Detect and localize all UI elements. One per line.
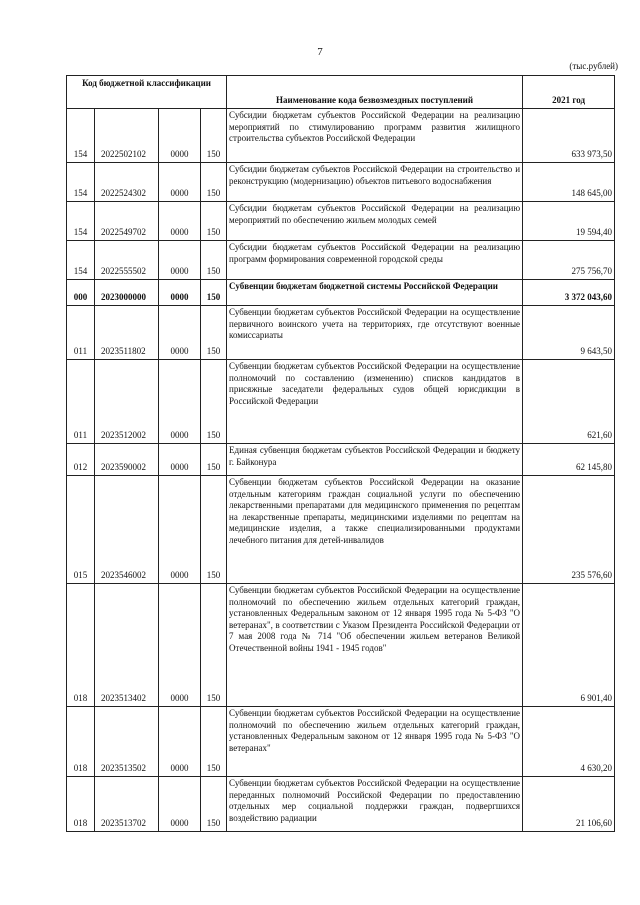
table-row: [67, 777, 615, 832]
budget-table: [66, 75, 615, 832]
table-row: [67, 444, 615, 476]
admin-code-cell: 018: [67, 707, 95, 777]
table-row: [67, 109, 615, 163]
table-row: [67, 360, 615, 444]
revenue-name-cell: Субвенции бюджетам субъектов Российской Федерации на осуществление полномочий по обеспечению жильем отдельных категорий граждан, установленных Федеральным законом от 12 января 1995 года № 5-ФЗ "О ветеранах": [227, 707, 523, 777]
program-code-cell: 0000: [159, 584, 201, 707]
amount-cell: 19 594,40: [523, 202, 615, 241]
classification-code-cell: 2022555502: [95, 241, 159, 280]
revenue-name-cell: Субвенции бюджетам субъектов Российской Федерации на оказание отдельным категориям граждан социальной услуги по обеспечению лекарственными препаратами для медицинского применения по рецептам на лекарственные препараты, медицинскими изделиями по рецептам на медицинские изделия, а также специализированными продуктами лечебного питания для детей-инвалидов: [227, 476, 523, 584]
page-number: 7: [317, 46, 323, 58]
economic-code-cell: 150: [201, 306, 227, 360]
amount-cell: 148 645,00: [523, 163, 615, 202]
economic-code-cell: 150: [201, 777, 227, 832]
admin-code-cell: 018: [67, 584, 95, 707]
admin-code-cell: 018: [67, 777, 95, 832]
revenue-name-cell: Субвенции бюджетам субъектов Российской Федерации на осуществление полномочий по обеспечению жильем отдельных категорий граждан, установленных Федеральным законом от 12 января 1995 года № 5-ФЗ "О ветеранах", в соответствии с Указом Президента Российской Федерации от 7 мая 2008 года № 714 "Об обеспечении жильем ветеранов Великой Отечественной войны 1941 - 1945 годов": [227, 584, 523, 707]
header-name-cell: Наименование кода безвозмездных поступлений: [227, 76, 523, 109]
program-code-cell: 0000: [159, 777, 201, 832]
classification-code-cell: 2022549702: [95, 202, 159, 241]
economic-code-cell: 150: [201, 707, 227, 777]
admin-code-cell: 012: [67, 444, 95, 476]
program-code-cell: 0000: [159, 202, 201, 241]
economic-code-cell: 150: [201, 360, 227, 444]
table-row: [67, 584, 615, 707]
amount-cell: 235 576,60: [523, 476, 615, 584]
economic-code-cell: 150: [201, 584, 227, 707]
program-code-cell: 0000: [159, 109, 201, 163]
economic-code-cell: 150: [201, 163, 227, 202]
economic-code-cell: 150: [201, 476, 227, 584]
program-code-cell: 0000: [159, 163, 201, 202]
economic-code-cell: 150: [201, 241, 227, 280]
revenue-name-cell: Субвенции бюджетам субъектов Российской Федерации на осуществление переданных полномочий Российской Федерации по предоставлению отдельных мер социальной поддержки граждан, подвергшихся воздействию радиации: [227, 777, 523, 832]
classification-code-cell: 2022502102: [95, 109, 159, 163]
admin-code-cell: 011: [67, 306, 95, 360]
program-code-cell: 0000: [159, 241, 201, 280]
economic-code-cell: 150: [201, 109, 227, 163]
header-code-cell: Код бюджетной классификации: [67, 76, 227, 109]
admin-code-cell: 154: [67, 241, 95, 280]
economic-code-cell: 150: [201, 202, 227, 241]
revenue-name-cell: Субвенции бюджетам субъектов Российской Федерации на осуществление первичного воинского учета на территориях, где отсутствуют военные комиссариаты: [227, 306, 523, 360]
amount-cell: 633 973,50: [523, 109, 615, 163]
classification-code-cell: 2023590002: [95, 444, 159, 476]
admin-code-cell: 011: [67, 360, 95, 444]
table-row: [67, 280, 615, 306]
amount-cell: 6 901,40: [523, 584, 615, 707]
program-code-cell: 0000: [159, 306, 201, 360]
revenue-name-cell: Единая субвенция бюджетам субъектов Российской Федерации и бюджету г. Байконура: [227, 444, 523, 476]
revenue-name-cell: Субвенции бюджетам бюджетной системы Российской Федерации: [227, 280, 523, 306]
revenue-name-cell: Субсидии бюджетам субъектов Российской Федерации на реализацию программ формирования современной городской среды: [227, 241, 523, 280]
classification-code-cell: 2023512002: [95, 360, 159, 444]
table-row: [67, 707, 615, 777]
program-code-cell: 0000: [159, 280, 201, 306]
program-code-cell: 0000: [159, 476, 201, 584]
admin-code-cell: 000: [67, 280, 95, 306]
admin-code-cell: 015: [67, 476, 95, 584]
revenue-name-cell: Субсидии бюджетам субъектов Российской Федерации на реализацию мероприятий по обеспечению жильем молодых семей: [227, 202, 523, 241]
amount-cell: 9 643,50: [523, 306, 615, 360]
amount-cell: 3 372 043,60: [523, 280, 615, 306]
revenue-name-cell: Субсидии бюджетам субъектов Российской Федерации на строительство и реконструкцию (модернизацию) объектов питьевого водоснабжения: [227, 163, 523, 202]
amount-cell: 275 756,70: [523, 241, 615, 280]
table-row: [67, 202, 615, 241]
amount-cell: 4 630,20: [523, 707, 615, 777]
economic-code-cell: 150: [201, 280, 227, 306]
table-row: [67, 306, 615, 360]
classification-code-cell: 2023513702: [95, 777, 159, 832]
table-row: [67, 241, 615, 280]
amount-cell: 62 145,80: [523, 444, 615, 476]
amount-cell: 21 106,60: [523, 777, 615, 832]
classification-code-cell: 2023513402: [95, 584, 159, 707]
classification-code-cell: 2023546002: [95, 476, 159, 584]
classification-code-cell: 2023000000: [95, 280, 159, 306]
admin-code-cell: 154: [67, 202, 95, 241]
revenue-name-cell: Субсидии бюджетам субъектов Российской Федерации на реализацию мероприятий по стимулированию программ развития жилищного строительства субъектов Российской Федерации: [227, 109, 523, 163]
program-code-cell: 0000: [159, 360, 201, 444]
table-row: [67, 163, 615, 202]
classification-code-cell: 2023513502: [95, 707, 159, 777]
admin-code-cell: 154: [67, 163, 95, 202]
program-code-cell: 0000: [159, 444, 201, 476]
classification-code-cell: 2023511802: [95, 306, 159, 360]
economic-code-cell: 150: [201, 444, 227, 476]
table-header-row: [67, 76, 615, 109]
revenue-name-cell: Субвенции бюджетам субъектов Российской Федерации на осуществление полномочий по составлению (изменению) списков кандидатов в присяжные заседатели федеральных судов общей юрисдикции в Российской Федерации: [227, 360, 523, 444]
classification-code-cell: 2022524302: [95, 163, 159, 202]
program-code-cell: 0000: [159, 707, 201, 777]
table-row: [67, 476, 615, 584]
admin-code-cell: 154: [67, 109, 95, 163]
units-label: (тыс.рублей): [569, 61, 618, 71]
amount-cell: 621,60: [523, 360, 615, 444]
header-year-cell: 2021 год: [523, 76, 615, 109]
